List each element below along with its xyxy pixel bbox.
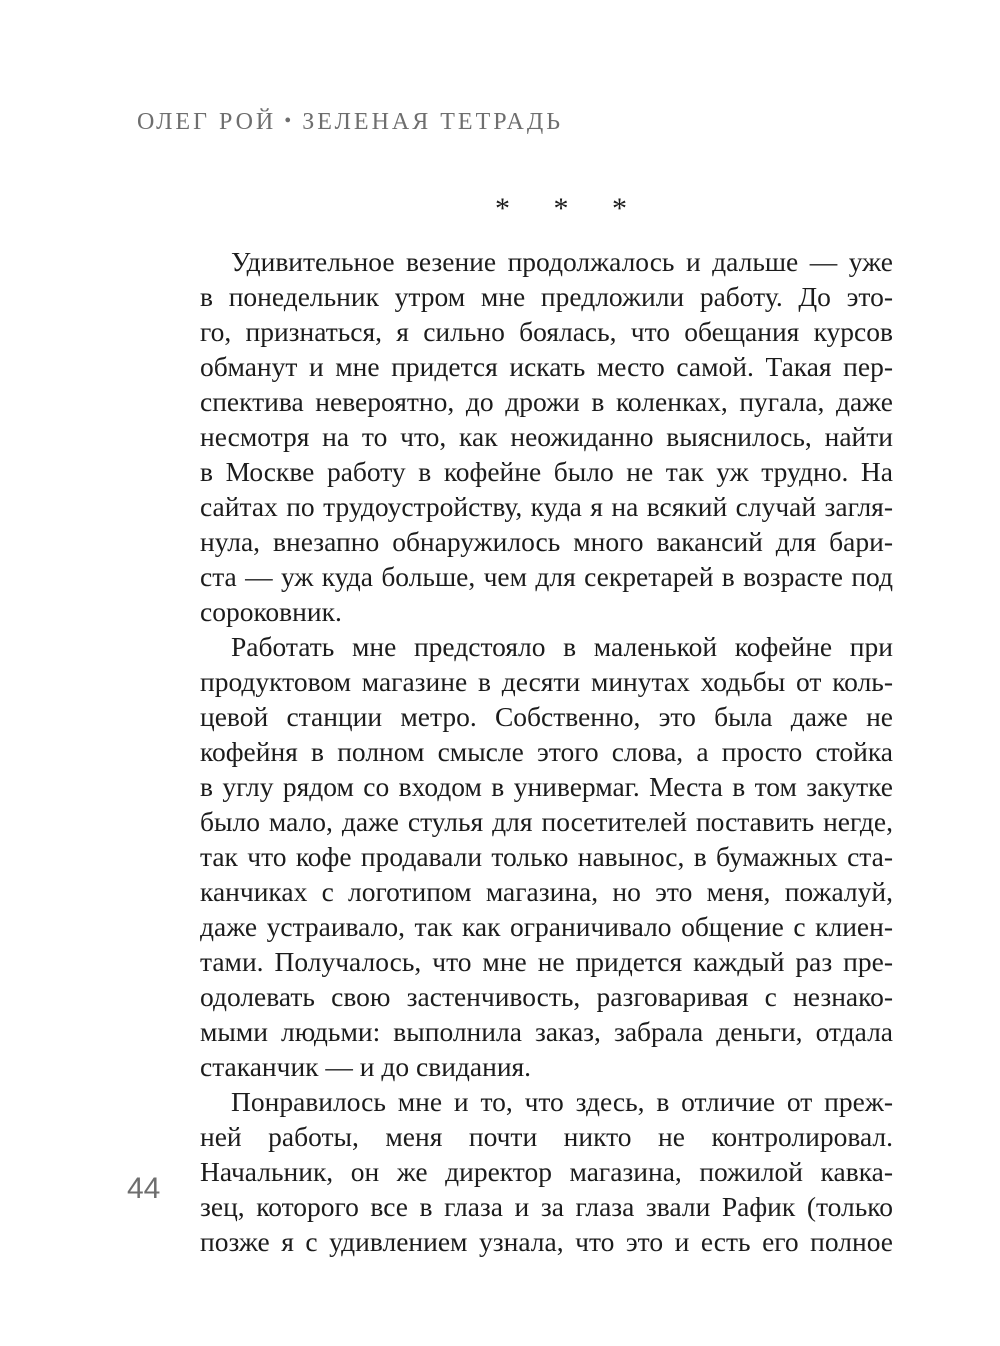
text-line: мыми людьми: выполнила заказ, забрала деньги, отдала xyxy=(200,1016,893,1047)
text-line: в углу рядом со входом в универмаг. Места в том закутке xyxy=(200,771,893,802)
paragraph-1 xyxy=(200,244,893,629)
text-line: в понедельник утром мне предложили работу. До это- xyxy=(200,281,893,312)
paragraph-3 xyxy=(200,1084,893,1259)
text-line: стаканчик — и до свидания. xyxy=(200,1051,532,1082)
paragraph-2 xyxy=(200,629,893,1084)
text-line: сороковник. xyxy=(200,596,342,627)
running-head-title: ЗЕЛЕНАЯ ТЕТРАДЬ xyxy=(302,109,563,135)
section-break: * * * xyxy=(495,192,645,225)
text-line: было мало, даже стулья для посетителей поставить негде, xyxy=(200,806,893,837)
text-line: так что кофе продавали только навынос, в бумажных ста- xyxy=(200,841,893,872)
text-line: тами. Получалось, что мне не придется каждый раз пре- xyxy=(200,946,893,977)
text-line: цевой станции метро. Собственно, это была даже не xyxy=(200,701,893,732)
text-line: Работать мне предстояло в маленькой кофейне при xyxy=(231,631,893,662)
text-line: ста — уж куда больше, чем для секретарей в возрасте под xyxy=(200,561,893,592)
text-line: несмотря на то что, как неожиданно выяснилось, найти xyxy=(200,421,893,452)
page-number: 44 xyxy=(127,1172,161,1205)
text-line: канчиках с логотипом магазина, но это меня, пожалуй, xyxy=(200,876,893,907)
text-line: одолевать свою застенчивость, разговаривая с незнако- xyxy=(200,981,893,1012)
body-text xyxy=(200,244,893,1259)
text-line: обманут и мне придется искать место самой. Такая пер- xyxy=(200,351,893,382)
text-line: продуктовом магазине в десяти минутах ходьбы от коль- xyxy=(200,666,893,697)
text-line: в Москве работу в кофейне было не так уж трудно. На xyxy=(200,456,893,487)
text-line: кофейня в полном смысле этого слова, а просто стойка xyxy=(200,736,893,767)
text-line: го, признаться, я сильно боялась, что обещания курсов xyxy=(200,316,893,347)
text-line: нула, внезапно обнаружилось много вакансий для бари- xyxy=(200,526,893,557)
text-line: сайтах по трудоустройству, куда я на всякий случай загля- xyxy=(200,491,893,522)
text-line: Начальник, он же директор магазина, пожилой кавка- xyxy=(200,1156,893,1187)
text-line: Понравилось мне и то, что здесь, в отличие от преж- xyxy=(231,1086,893,1117)
text-line: Удивительное везение продолжалось и дальше — уже xyxy=(231,246,893,277)
text-line: позже я с удивлением узнала, что это и есть его полное xyxy=(200,1226,893,1257)
text-line: даже устраивало, так как ограничивало общение с клиен- xyxy=(200,911,893,942)
text-line: зец, которого все в глаза и за глаза звали Рафик (только xyxy=(200,1191,893,1222)
running-head xyxy=(137,109,563,136)
running-head-separator: • xyxy=(284,110,295,132)
running-head-author: ОЛЕГ РОЙ xyxy=(137,109,277,135)
text-line: спектива невероятно, до дрожи в коленках, пугала, даже xyxy=(200,386,893,417)
text-line: ней работы, меня почти никто не контролировал. xyxy=(200,1121,893,1152)
